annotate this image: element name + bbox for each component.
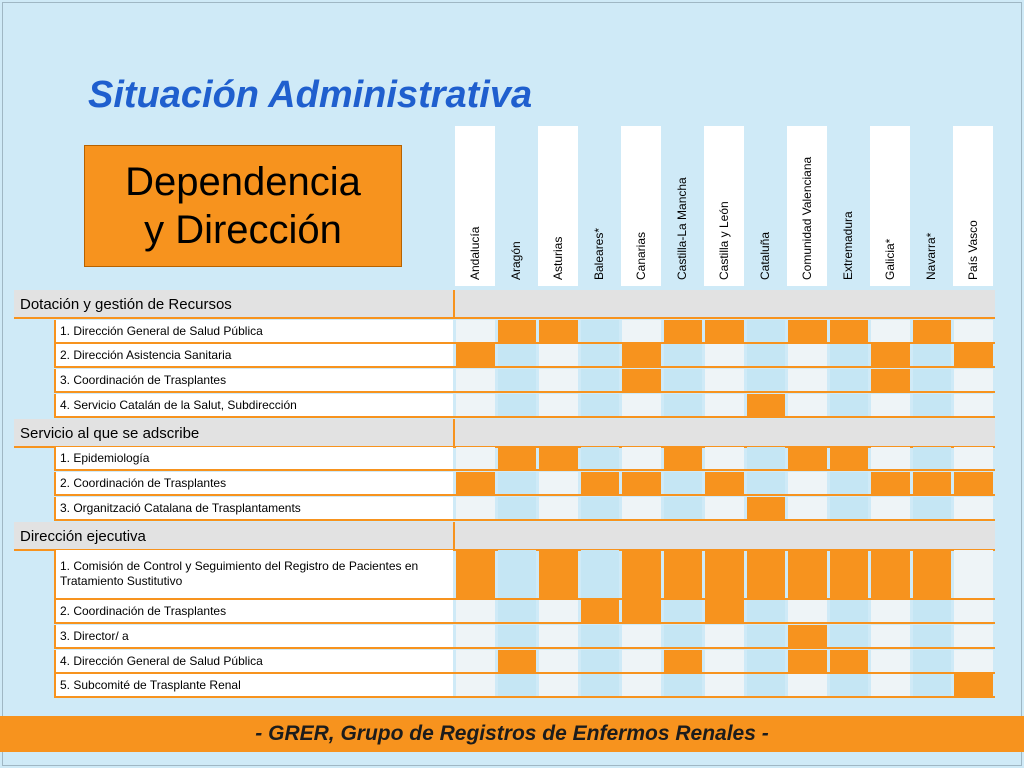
matrix-cell <box>539 344 578 366</box>
matrix-cell <box>871 447 910 469</box>
marked-cell <box>788 550 827 598</box>
matrix-cell <box>871 600 910 622</box>
row-divider <box>54 647 995 649</box>
matrix-cell <box>788 472 827 494</box>
matrix-cell <box>705 625 744 647</box>
marked-cell <box>705 472 744 494</box>
marked-cell <box>788 320 827 342</box>
matrix-cell <box>830 472 869 494</box>
region-label: Cataluña <box>758 231 773 280</box>
column-separator <box>453 522 455 549</box>
marked-cell <box>871 369 910 391</box>
matrix-cell <box>705 447 744 469</box>
region-label: Asturias <box>550 236 565 280</box>
row-left-separator <box>54 550 56 598</box>
matrix-cell <box>705 674 744 696</box>
matrix-cell <box>664 600 703 622</box>
row-left-separator <box>54 650 56 672</box>
matrix-cell <box>788 674 827 696</box>
matrix-cell <box>581 625 620 647</box>
matrix-cell <box>498 497 537 519</box>
matrix-cell <box>498 394 537 416</box>
row-divider <box>54 494 995 496</box>
row-label: 1. Epidemiología <box>60 451 150 465</box>
region-label: Aragón <box>509 241 524 280</box>
row-divider <box>54 366 995 368</box>
matrix-cell <box>664 674 703 696</box>
matrix-cell <box>539 472 578 494</box>
matrix-cell <box>581 320 620 342</box>
marked-cell <box>954 344 993 366</box>
row-divider <box>54 416 995 418</box>
matrix-cell <box>622 674 661 696</box>
matrix-cell <box>954 600 993 622</box>
section-label: Servicio al que se adscribe <box>20 425 200 442</box>
matrix-cell <box>498 369 537 391</box>
marked-cell <box>622 369 661 391</box>
matrix-cell <box>747 447 786 469</box>
section-label: Dirección ejecutiva <box>20 528 146 545</box>
region-header <box>704 126 744 286</box>
page-title: Situación Administrativa <box>88 74 533 116</box>
row-divider <box>54 469 995 471</box>
matrix-cell <box>705 394 744 416</box>
matrix-cell <box>581 550 620 598</box>
footer-banner: - GRER, Grupo de Registros de Enfermos Renales - <box>0 716 1024 752</box>
marked-cell <box>456 550 495 598</box>
region-header <box>580 126 620 286</box>
matrix-cell <box>830 497 869 519</box>
matrix-cell <box>830 369 869 391</box>
row-label: 2. Dirección Asistencia Sanitaria <box>60 348 232 362</box>
matrix-cell <box>581 674 620 696</box>
marked-cell <box>539 550 578 598</box>
region-header <box>912 126 952 286</box>
marked-cell <box>871 550 910 598</box>
matrix-cell <box>747 674 786 696</box>
marked-cell <box>622 472 661 494</box>
matrix-cell <box>954 625 993 647</box>
matrix-cell <box>788 369 827 391</box>
marked-cell <box>705 600 744 622</box>
marked-cell <box>498 320 537 342</box>
row-label: 4. Servicio Catalán de la Salut, Subdirección <box>60 398 297 412</box>
marked-cell <box>747 550 786 598</box>
matrix-cell <box>539 650 578 672</box>
row-left-separator <box>54 344 56 366</box>
matrix-cell <box>622 447 661 469</box>
region-header <box>746 126 786 286</box>
matrix-cell <box>913 650 952 672</box>
row-label: 2. Coordinación de Trasplantes <box>60 604 227 618</box>
matrix-cell <box>788 497 827 519</box>
marked-cell <box>456 344 495 366</box>
matrix-cell <box>581 369 620 391</box>
matrix-cell <box>664 369 703 391</box>
matrix-cell <box>539 497 578 519</box>
marked-cell <box>539 447 578 469</box>
marked-cell <box>830 550 869 598</box>
region-label: Andalucía <box>467 226 482 280</box>
marked-cell <box>705 320 744 342</box>
marked-cell <box>871 472 910 494</box>
marked-cell <box>622 344 661 366</box>
matrix-cell <box>456 674 495 696</box>
matrix-cell <box>830 394 869 416</box>
row-divider <box>54 519 995 521</box>
matrix-cell <box>871 394 910 416</box>
matrix-cell <box>830 625 869 647</box>
matrix-cell <box>456 447 495 469</box>
matrix-cell <box>498 674 537 696</box>
matrix-cell <box>913 497 952 519</box>
marked-cell <box>498 650 537 672</box>
matrix-cell <box>954 550 993 598</box>
column-separator <box>453 290 455 317</box>
row-left-separator <box>54 447 56 469</box>
row-label: 3. Organització Catalana de Trasplantaments <box>60 501 301 515</box>
matrix-cell <box>456 650 495 672</box>
matrix-cell <box>456 394 495 416</box>
row-left-separator <box>54 472 56 494</box>
matrix-cell <box>456 600 495 622</box>
region-label: Canarias <box>633 231 648 280</box>
row-left-separator <box>54 625 56 647</box>
matrix-cell <box>581 394 620 416</box>
row-label: 3. Director/ a <box>60 629 129 643</box>
region-label: Navarra* <box>924 232 939 280</box>
row-label: 2. Coordinación de Trasplantes <box>60 476 227 490</box>
row-label: 1. Comisión de Control y Seguimiento del Registro de Pacientes en Tratamiento Sustitutivo <box>60 559 419 588</box>
matrix-cell <box>664 625 703 647</box>
matrix-cell <box>747 650 786 672</box>
section-divider <box>14 317 995 319</box>
marked-cell <box>788 447 827 469</box>
matrix-cell <box>664 344 703 366</box>
matrix-cell <box>913 394 952 416</box>
matrix-cell <box>913 600 952 622</box>
row-left-separator <box>54 394 56 416</box>
region-header <box>787 126 827 286</box>
region-label: Baleares* <box>592 227 607 280</box>
marked-cell <box>830 320 869 342</box>
matrix-cell <box>498 344 537 366</box>
matrix-cell <box>788 600 827 622</box>
matrix-cell <box>664 497 703 519</box>
row-divider <box>54 622 995 624</box>
marked-cell <box>954 674 993 696</box>
matrix-cell <box>498 600 537 622</box>
region-header <box>538 126 578 286</box>
matrix-cell <box>871 650 910 672</box>
region-label: Galicia* <box>882 238 897 280</box>
marked-cell <box>664 550 703 598</box>
matrix-cell <box>788 344 827 366</box>
matrix-cell <box>581 344 620 366</box>
matrix-cell <box>830 600 869 622</box>
matrix-cell <box>498 625 537 647</box>
matrix-cell <box>622 625 661 647</box>
row-left-separator <box>54 674 56 696</box>
marked-cell <box>954 472 993 494</box>
section-label: Dotación y gestión de Recursos <box>20 296 232 313</box>
region-label: Comunidad Valenciana <box>799 156 814 280</box>
region-header <box>455 126 495 286</box>
matrix-cell <box>871 497 910 519</box>
matrix-cell <box>664 472 703 494</box>
matrix-cell <box>747 600 786 622</box>
matrix-cell <box>871 674 910 696</box>
marked-cell <box>664 320 703 342</box>
matrix-cell <box>539 600 578 622</box>
marked-cell <box>788 625 827 647</box>
row-left-separator <box>54 497 56 519</box>
matrix-cell <box>539 394 578 416</box>
region-header <box>663 126 703 286</box>
row-left-separator <box>54 600 56 622</box>
marked-cell <box>622 550 661 598</box>
matrix-cell <box>664 394 703 416</box>
matrix-cell <box>913 447 952 469</box>
marked-cell <box>581 600 620 622</box>
matrix-cell <box>498 550 537 598</box>
marked-cell <box>664 447 703 469</box>
matrix-cell <box>498 472 537 494</box>
matrix-cell <box>705 650 744 672</box>
matrix-cell <box>954 497 993 519</box>
row-left-separator <box>54 369 56 391</box>
subtitle-line-1: Dependencia <box>125 160 361 204</box>
matrix-cell <box>747 320 786 342</box>
matrix-cell <box>954 650 993 672</box>
region-header <box>497 126 537 286</box>
matrix-cell <box>913 625 952 647</box>
column-separator <box>453 419 455 446</box>
matrix-cell <box>622 650 661 672</box>
matrix-cell <box>913 674 952 696</box>
matrix-cell <box>622 497 661 519</box>
matrix-cell <box>581 650 620 672</box>
matrix-cell <box>830 344 869 366</box>
marked-cell <box>788 650 827 672</box>
matrix-cell <box>788 394 827 416</box>
subtitle-line-2: y Dirección <box>144 208 342 252</box>
matrix-cell <box>913 369 952 391</box>
marked-cell <box>913 550 952 598</box>
matrix-cell <box>830 674 869 696</box>
matrix-cell <box>456 625 495 647</box>
matrix-cell <box>456 369 495 391</box>
marked-cell <box>913 320 952 342</box>
marked-cell <box>539 320 578 342</box>
matrix-cell <box>954 394 993 416</box>
region-header <box>953 126 993 286</box>
marked-cell <box>581 472 620 494</box>
row-label: 3. Coordinación de Trasplantes <box>60 373 227 387</box>
matrix-cell <box>581 447 620 469</box>
marked-cell <box>498 447 537 469</box>
region-label: País Vasco <box>965 220 980 280</box>
matrix-cell <box>871 625 910 647</box>
section-header-band <box>14 522 995 549</box>
matrix-cell <box>581 497 620 519</box>
region-header <box>870 126 910 286</box>
marked-cell <box>747 497 786 519</box>
matrix-cell <box>705 497 744 519</box>
marked-cell <box>830 447 869 469</box>
marked-cell <box>664 650 703 672</box>
marked-cell <box>913 472 952 494</box>
matrix-cell <box>539 369 578 391</box>
region-label: Castilla-La Mancha <box>675 177 690 280</box>
matrix-cell <box>705 344 744 366</box>
matrix-cell <box>913 344 952 366</box>
region-label: Extremadura <box>841 211 856 280</box>
matrix-cell <box>622 320 661 342</box>
matrix-cell <box>456 497 495 519</box>
row-divider <box>54 696 995 698</box>
marked-cell <box>747 394 786 416</box>
matrix-cell <box>871 320 910 342</box>
marked-cell <box>622 600 661 622</box>
region-header <box>621 126 661 286</box>
row-left-separator <box>54 320 56 342</box>
matrix-cell <box>747 625 786 647</box>
marked-cell <box>871 344 910 366</box>
matrix-cell <box>747 344 786 366</box>
matrix-cell <box>954 369 993 391</box>
matrix-cell <box>747 472 786 494</box>
marked-cell <box>830 650 869 672</box>
matrix-cell <box>456 320 495 342</box>
matrix-cell <box>954 320 993 342</box>
marked-cell <box>456 472 495 494</box>
matrix-cell <box>622 394 661 416</box>
region-label: Castilla y León <box>716 201 731 280</box>
matrix-cell <box>954 447 993 469</box>
matrix-cell <box>705 369 744 391</box>
marked-cell <box>705 550 744 598</box>
row-divider <box>54 391 995 393</box>
matrix-cell <box>539 625 578 647</box>
row-label: 4. Dirección General de Salud Pública <box>60 654 263 668</box>
matrix-cell <box>539 674 578 696</box>
row-label: 1. Dirección General de Salud Pública <box>60 324 263 338</box>
region-header <box>829 126 869 286</box>
row-label: 5. Subcomité de Trasplante Renal <box>60 678 241 692</box>
matrix-cell <box>747 369 786 391</box>
